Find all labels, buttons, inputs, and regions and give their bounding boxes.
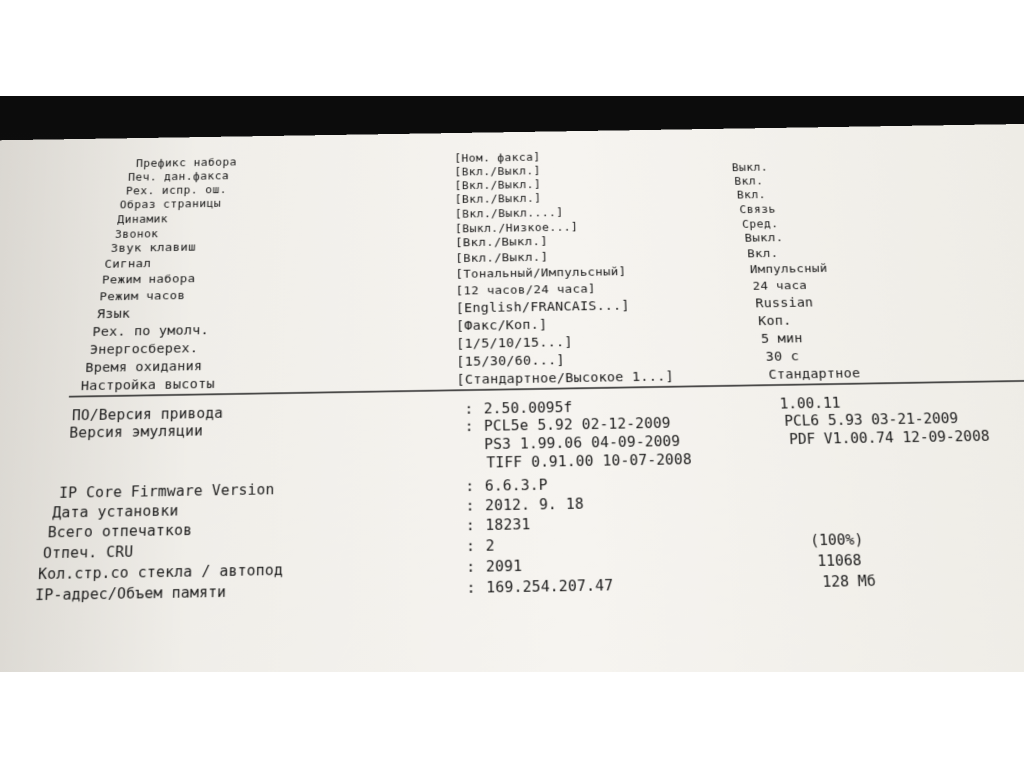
setting-value: Выкл. [731,161,769,174]
setting-label: Рех. по умолч. [92,323,210,340]
emulation-line-2: PS3 1.99.06 04-09-2009 [484,433,681,453]
setting-value: Вкл. [734,174,764,188]
info-value: 6.6.3.P [484,476,548,495]
setting-label: Префикс набора [135,156,237,170]
setting-label: Режим набора [101,272,196,288]
setting-options: [1/5/10/15...] [456,335,573,352]
setting-value: Вкл. [736,188,767,202]
setting-options: [Вкл./Выкл.] [454,178,542,192]
setting-label: Язык [96,306,131,322]
setting-label: Печ. дан.факса [128,169,230,184]
setting-options: [Вкл./Выкл.] [454,164,541,179]
separator: : [465,477,475,495]
info-value: 169.254.207.47 [486,576,614,597]
setting-value: Импульсный [749,262,828,277]
info-extra: 128 Мб [821,572,877,591]
setting-label: Время охидания [85,359,203,376]
info-label: IP-адрес/Объем памяти [34,583,227,604]
info-label: Отпеч. CRU [42,543,134,562]
emulation-line-1: PCL5e 5.92 02-12-2009 [483,414,672,435]
setting-label: Звук клавиш [110,240,197,256]
info-label: Кол.стр.со стекла / автопод [37,561,284,583]
info-value: 2.50.0095f [483,399,573,418]
setting-value: Russian [755,295,814,311]
setting-options: [English/FRANCAIS...] [455,298,630,316]
info-extra: 1.00.11 [779,394,841,413]
setting-value: Сред. [741,217,779,231]
setting-value: Связь [739,203,776,216]
setting-options: [Выкл./Низкое...] [454,220,579,236]
setting-label: Образ страницы [119,197,222,212]
setting-options: [Вкл./Выкл.] [455,235,549,250]
emulation-line-3: TIFF 0.91.00 10-07-2008 [486,451,693,472]
setting-value: Коп. [757,313,792,329]
setting-value: Стандартное [768,366,861,383]
separator: : [465,497,475,515]
printed-config-report [0,124,1024,672]
setting-value: Вкл. [746,247,779,261]
separator: : [466,558,476,576]
setting-options: [Вкл./Выкл.] [454,192,542,206]
info-value: 2091 [485,557,523,576]
separator: : [464,400,474,418]
setting-label: Звонок [114,227,159,241]
info-label: Версия эмуляции [69,422,204,442]
info-label: Всего отпечатков [47,521,193,542]
setting-value: 24 часа [752,279,808,294]
setting-options: [Тональный/Импульсный] [455,265,627,282]
separator: : [466,537,476,555]
emulation-line-2-extra: PDF V1.00.74 12-09-2008 [788,427,991,448]
setting-options: [Стандартное/Высокое 1...] [456,369,675,388]
setting-options: [12 часов/24 часа] [455,282,596,299]
setting-options: [Факс/Коп.] [455,317,548,334]
setting-label: Динамик [117,212,169,226]
setting-options: [Вкл./Выкл.] [455,250,549,266]
setting-label: Энергосберех. [89,341,199,358]
separator: : [464,418,474,435]
info-extra: 11068 [816,551,863,570]
info-value: 18231 [485,516,531,534]
setting-label: Режим часов [99,289,186,304]
setting-options: [Вкл./Выкл....] [454,206,564,221]
setting-label: Сигнал [104,257,152,272]
setting-label: Настройка высоты [80,377,215,394]
setting-options: [Ном. факса] [454,151,541,165]
info-label: ПО/Версия привода [71,405,224,424]
info-extra: (100%) [809,531,864,550]
setting-label: Рех. испр. ош. [125,183,228,198]
separator: : [465,517,475,535]
setting-options: [15/30/60...] [456,353,565,370]
info-value: 2012. 9. 18 [484,495,585,515]
setting-value: 5 мин [760,331,803,347]
info-label: IP Core Firmware Version [58,481,275,502]
separator: : [466,579,476,597]
setting-value: Выкл. [744,231,784,246]
emulation-line-1-extra: PCL6 5.93 03-21-2009 [783,410,959,430]
info-label: Дата установки [52,502,179,522]
info-value: 2 [485,537,495,555]
photo-frame [0,96,1024,672]
setting-value: 30 с [765,349,800,365]
